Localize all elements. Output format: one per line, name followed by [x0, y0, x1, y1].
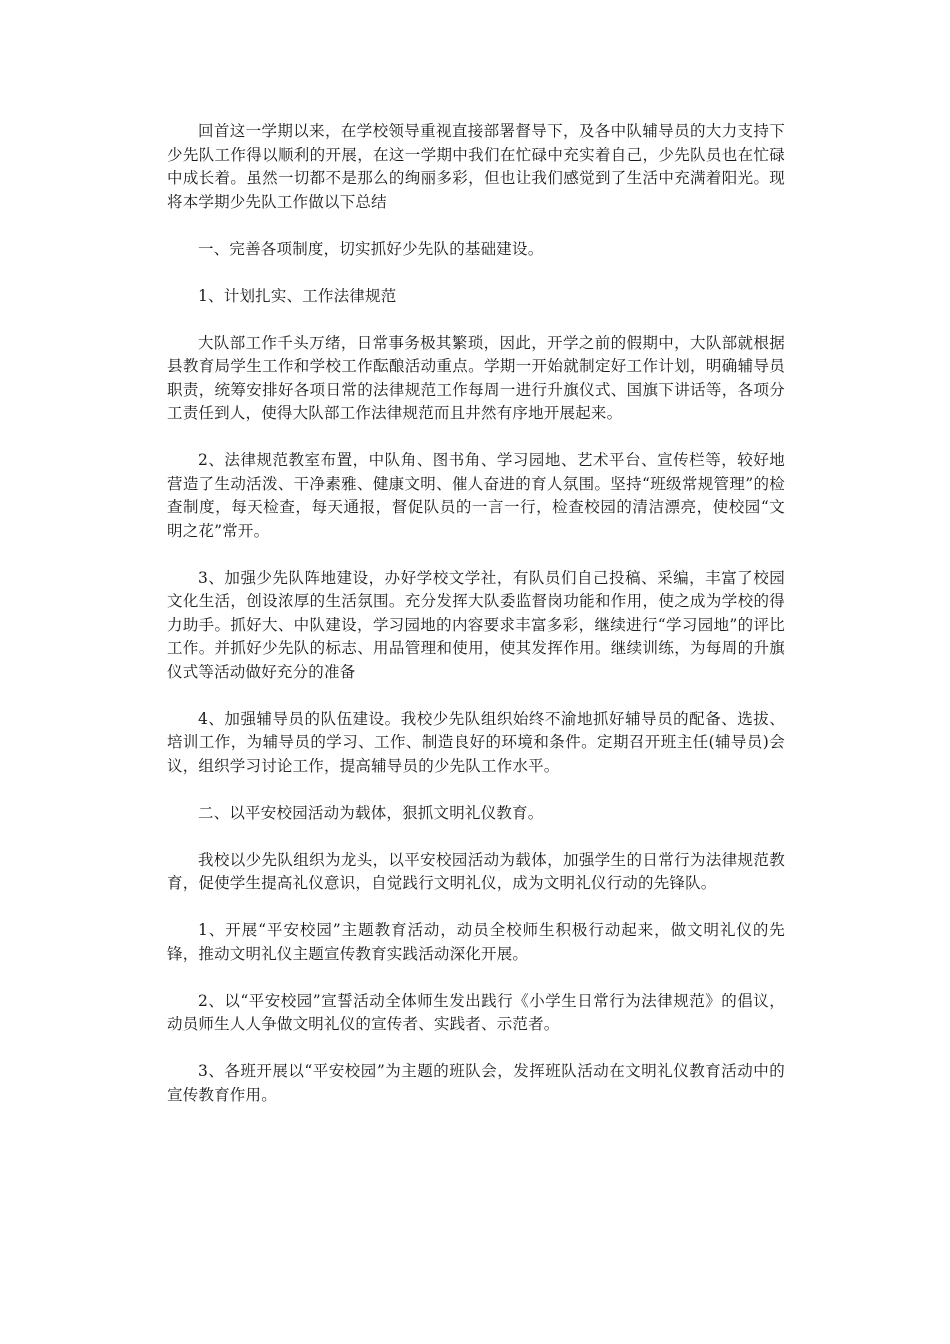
- paragraph-s2-item-3: 3、各班开展以“平安校园”为主题的班队会，发挥班队活动在文明礼仪教育活动中的宣传教育作用。: [167, 1062, 785, 1104]
- paragraph-item-4: 4、加强辅导员的队伍建设。我校少先队组织始终不渝地抓好辅导员的配备、选拔、培训工作，为辅导员的学习、工作、制造良好的环境和条件。定期召开班主任(辅导员)会议，组织学习讨论工作，提高辅导员的少先队工作水平。: [167, 709, 785, 775]
- paragraph-item-3: 3、加强少先队阵地建设，办好学校文学社，有队员们自己投稿、采编，丰富了校园文化生活，创设浓厚的生活氛围。充分发挥大队委监督岗功能和作用，使之成为学校的得力助手。抓好大、中队建设，学习园地的内容要求丰富多彩，继续进行“学习园地”的评比工作。并抓好少先队的标志、用品管理和使用，使其发挥作用。继续训练，为每周的升旗仪式等活动做好充分的准备: [167, 568, 785, 681]
- section-heading-2: 二、以平安校园活动为载体，狠抓文明礼仪教育。: [198, 803, 544, 822]
- paragraph-item-2: 2、法律规范教室布置，中队角、图书角、学习园地、艺术平台、宣传栏等，较好地营造了生动活泼、干净素雅、健康文明、催人奋进的育人氛围。坚持“班级常规管理”的检查制度，每天检查，每天通报，督促队员的一言一行，检查校园的清洁漂亮，使校园“文明之花”常开。: [167, 451, 785, 540]
- subsection-heading-1: 1、计划扎实、工作法律规范: [198, 286, 397, 305]
- intro-paragraph: 回首这一学期以来，在学校领导重视直接部署督导下，及各中队辅导员的大力支持下少先队工作得以顺利的开展，在这一学期中我们在忙碌中充实着自己，少先队员也在忙碌中成长着。虽然一切都不是那么的绚丽多彩，但也让我们感觉到了生活中充满着阳光。现将本学期少先队工作做以下总结: [167, 122, 785, 211]
- paragraph-section-2-intro: 我校以少先队组织为龙头，以平安校园活动为载体，加强学生的日常行为法律规范教育，促使学生提高礼仪意识，自觉践行文明礼仪，成为文明礼仪行动的先锋队。: [167, 850, 785, 892]
- section-heading-1: 一、完善各项制度，切实抓好少先队的基础建设。: [198, 239, 544, 258]
- document-body: [167, 120, 785, 1131]
- paragraph-s2-item-1: 1、开展“平安校园”主题教育活动，动员全校师生积极行动起来，做文明礼仪的先锋，推动文明礼仪主题宣传教育实践活动深化开展。: [167, 921, 785, 963]
- paragraph-s2-item-2: 2、以“平安校园”宣誓活动全体师生发出践行《小学生日常行为法律规范》的倡议，动员师生人人争做文明礼仪的宣传者、实践者、示范者。: [167, 991, 785, 1033]
- paragraph-planning: 大队部工作千头万绪，日常事务极其繁琐，因此，开学之前的假期中，大队部就根据县教育局学生工作和学校工作酝酿活动重点。学期一开始就制定好工作计划，明确辅导员职责，统筹安排好各项日常的法律规范工作每周一进行升旗仪式、国旗下讲话等，各项分工责任到人，使得大队部工作法律规范而且井然有序地开展起来。: [167, 333, 785, 422]
